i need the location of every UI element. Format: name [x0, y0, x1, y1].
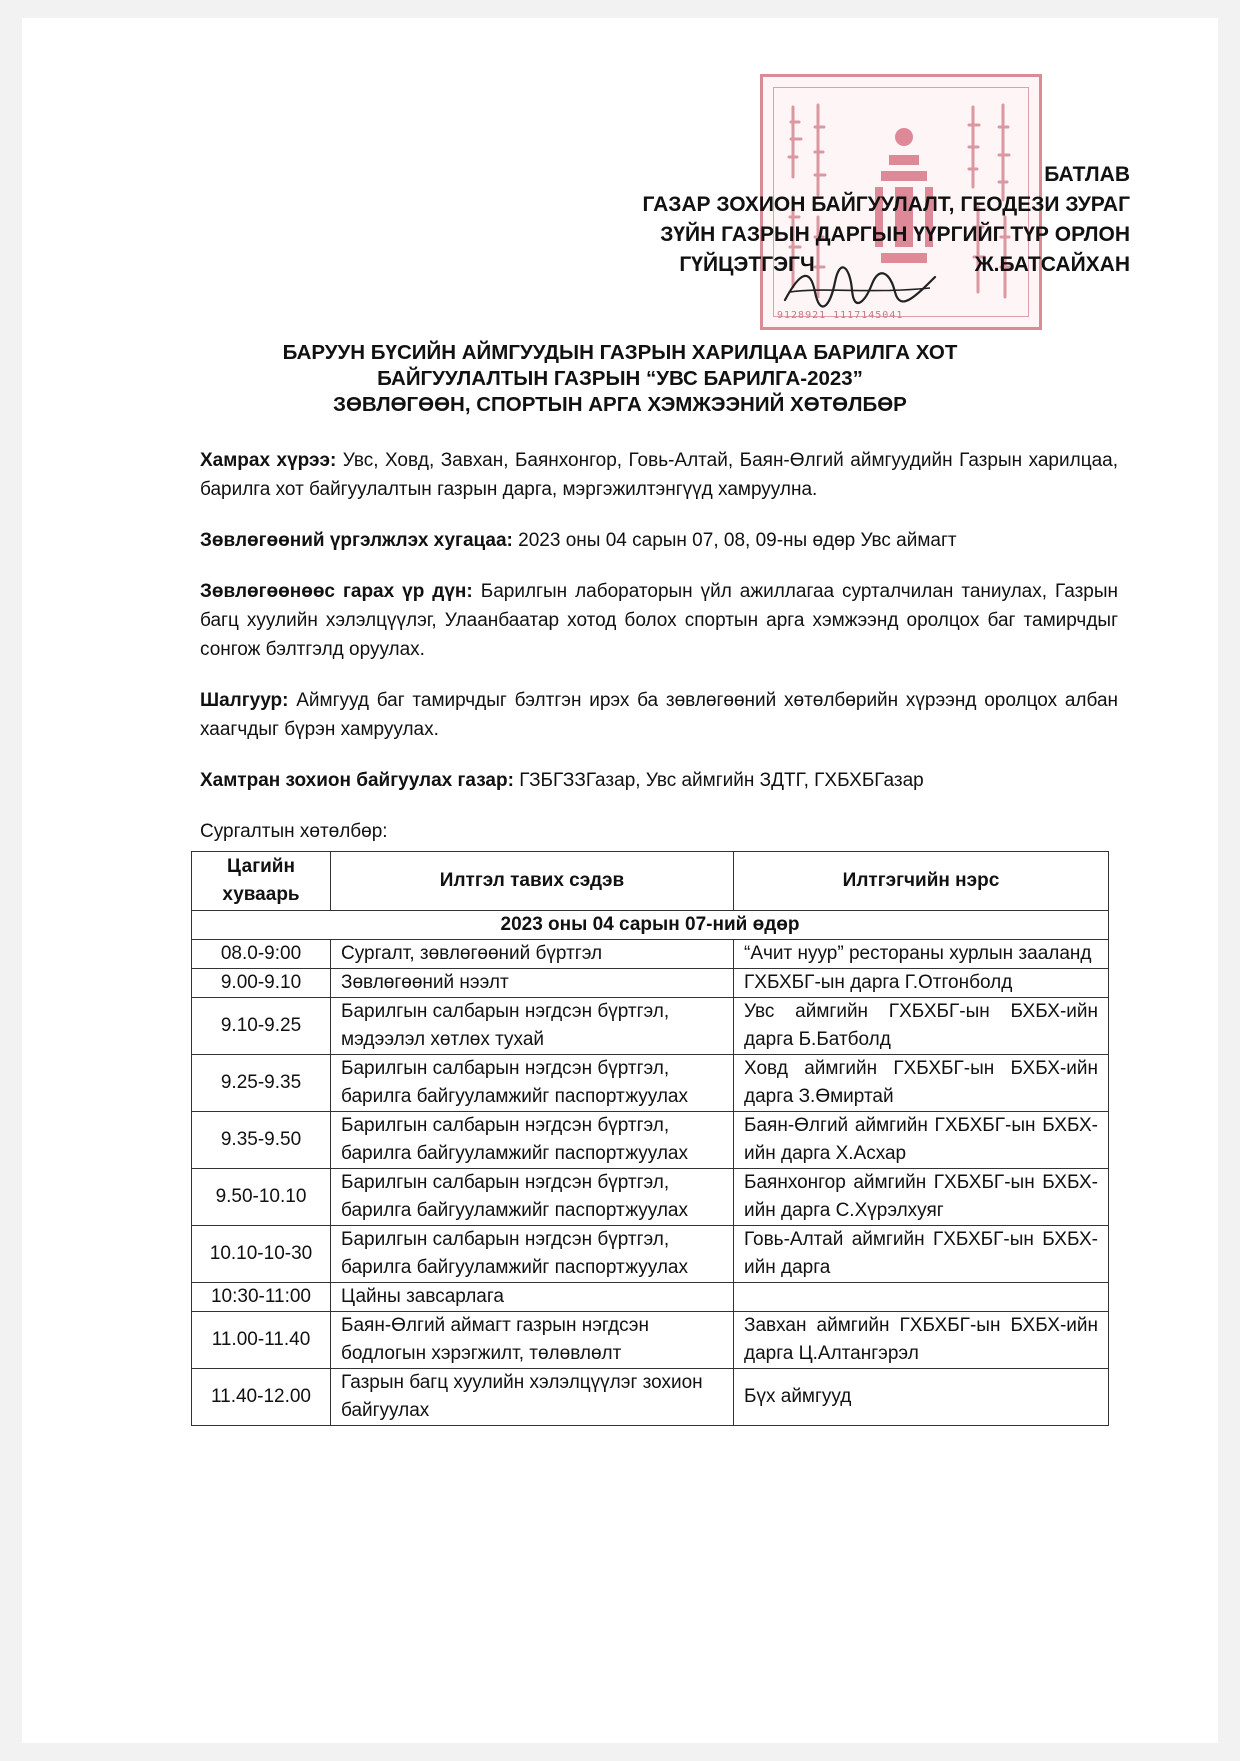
row-topic: Зөвлөгөөний нээлт — [331, 969, 734, 998]
section-criteria: Шалгуур: Аймгууд баг тамирчдыг бэлтгэн ирэх ба зөвлөгөөний хөтөлбөрийн хүрээнд оролцох албан хаагчдыг бүрэн хамруулах. — [200, 690, 1118, 740]
row-topic: Газрын багц хуулийн хэлэлцүүлэг зохион байгуулах — [331, 1369, 734, 1426]
row-speaker: Баян-Өлгий аймгийн ГХБХБГ-ын БХБХ-ийн дарга Х.Асхар — [734, 1112, 1109, 1169]
table-day-row — [192, 911, 1109, 940]
row-topic: Барилгын салбарын нэгдсэн бүртгэл, барилга байгууламжийг паспортжуулах — [331, 1055, 734, 1112]
table-row — [192, 1169, 1109, 1226]
row-time: 08.0-9:00 — [192, 940, 331, 969]
schedule-label: Сургалтын хөтөлбөр: — [200, 821, 388, 842]
section-co-organizers: Хамтран зохион байгуулах газар: ГЗБГЗЗГазар, Увс аймгийн ЗДТГ, ГХБХБГазар — [200, 770, 924, 791]
table-header-row — [192, 852, 1109, 911]
section-scope: Хамрах хүрээ: Увс, Ховд, Завхан, Баянхонгор, Говь-Алтай, Баян-Өлгий аймгуудийн Газрын харилцаа, барилга хот байгуулалтын газрын дарга, мэргэжилтэнгүүд хамруулна. — [200, 450, 1118, 500]
document-body — [200, 446, 1118, 868]
handwritten-signature — [780, 262, 940, 312]
row-time: 11.00-11.40 — [192, 1312, 331, 1369]
row-speaker: Увс аймгийн ГХБХБГ-ын БХБХ-ийн дарга Б.Батболд — [734, 998, 1109, 1055]
table-row — [192, 1312, 1109, 1369]
table-row — [192, 1112, 1109, 1169]
table-row — [192, 940, 1109, 969]
row-speaker: Баянхонгор аймгийн ГХБХБГ-ын БХБХ-ийн дарга С.Хүрэлхуяг — [734, 1169, 1109, 1226]
day-label: 2023 оны 04 сарын 07-ний өдөр — [192, 911, 1109, 940]
row-time: 9.50-10.10 — [192, 1169, 331, 1226]
title-line-1: БАРУУН БҮСИЙН АЙМГУУДЫН ГАЗРЫН ХАРИЛЦАА БАРИЛГА ХОТ — [282, 341, 958, 364]
header-time: Цагийн хуваарь — [192, 852, 331, 911]
approval-line-2: ЗҮЙН ГАЗРЫН ДАРГЫН ҮҮРГИЙГ ТҮР ОРЛОН — [660, 223, 1130, 246]
row-speaker — [734, 1283, 1109, 1312]
row-topic: Баян-Өлгий аймагт газрын нэгдсэн бодлогын хэрэгжилт, төлөвлөлт — [331, 1312, 734, 1369]
header-topic: Илтгэл тавих сэдэв — [331, 852, 734, 911]
approval-position: ГҮЙЦЭТГЭГЧ — [679, 253, 815, 276]
row-time: 10:30-11:00 — [192, 1283, 331, 1312]
row-speaker: ГХБХБГ-ын дарга Г.Отгонболд — [734, 969, 1109, 998]
section-outcome: Зөвлөгөөнөөс гарах үр дүн: Барилгын лабораторын үйл ажиллагаа сурталчилан таниулах, Газрын багц хуулийн хэлэлцүүлэг, Улаанбаатар хотод болох спортын арга хэмжээнд оролцох баг тамирчдыг сонгож бэлтгэлд оруулах. — [200, 581, 1119, 660]
row-speaker: Завхан аймгийн ГХБХБГ-ын БХБХ-ийн дарга Ц.Алтангэрэл — [734, 1312, 1109, 1369]
table-row — [192, 969, 1109, 998]
section-duration: Зөвлөгөөний үргэлжлэх хугацаа: 2023 оны 04 сарын 07, 08, 09-ны өдөр Увс аймагт — [200, 530, 957, 551]
schedule-table — [191, 851, 1109, 1426]
row-time: 9.35-9.50 — [192, 1112, 331, 1169]
table-row — [192, 1226, 1109, 1283]
document-title — [150, 340, 1090, 418]
seal-code: 9128921 1117145041 — [777, 310, 904, 321]
row-speaker: “Ачит нуур” рестораны хурлын зааланд — [734, 940, 1109, 969]
table-row — [192, 998, 1109, 1055]
approval-heading: БАТЛАВ — [1044, 163, 1130, 186]
row-topic: Барилгын салбарын нэгдсэн бүртгэл, барилга байгууламжийг паспортжуулах — [331, 1169, 734, 1226]
table-row — [192, 1055, 1109, 1112]
row-time: 9.00-9.10 — [192, 969, 331, 998]
row-topic: Барилгын салбарын нэгдсэн бүртгэл, барилга байгууламжийг паспортжуулах — [331, 1112, 734, 1169]
title-line-2: БАЙГУУЛАЛТЫН ГАЗРЫН “УВС БАРИЛГА-2023” — [377, 367, 863, 390]
row-time: 9.25-9.35 — [192, 1055, 331, 1112]
row-speaker: Бүх аймгууд — [734, 1369, 1109, 1426]
row-topic: Цайны завсарлага — [331, 1283, 734, 1312]
row-topic: Сургалт, зөвлөгөөний бүртгэл — [331, 940, 734, 969]
row-topic: Барилгын салбарын нэгдсэн бүртгэл, мэдээлэл хөтлөх тухай — [331, 998, 734, 1055]
row-speaker: Ховд аймгийн ГХБХБГ-ын БХБХ-ийн дарга З.Өмиртай — [734, 1055, 1109, 1112]
row-time: 10.10-10-30 — [192, 1226, 331, 1283]
row-topic: Барилгын салбарын нэгдсэн бүртгэл, барилга байгууламжийг паспортжуулах — [331, 1226, 734, 1283]
table-row — [192, 1369, 1109, 1426]
row-time: 9.10-9.25 — [192, 998, 331, 1055]
table-row — [192, 1283, 1109, 1312]
approval-line-1: ГАЗАР ЗОХИОН БАЙГУУЛАЛТ, ГЕОДЕЗИ ЗУРАГ — [642, 193, 1130, 216]
header-speaker: Илтгэгчийн нэрс — [734, 852, 1109, 911]
title-line-3: ЗӨВЛӨГӨӨН, СПОРТЫН АРГА ХЭМЖЭЭНИЙ ХӨТӨЛБӨР — [333, 393, 907, 416]
row-time: 11.40-12.00 — [192, 1369, 331, 1426]
row-speaker: Говь-Алтай аймгийн ГХБХБГ-ын БХБХ-ийн дарга — [734, 1226, 1109, 1283]
approver-name: Ж.БАТСАЙХАН — [974, 253, 1130, 276]
